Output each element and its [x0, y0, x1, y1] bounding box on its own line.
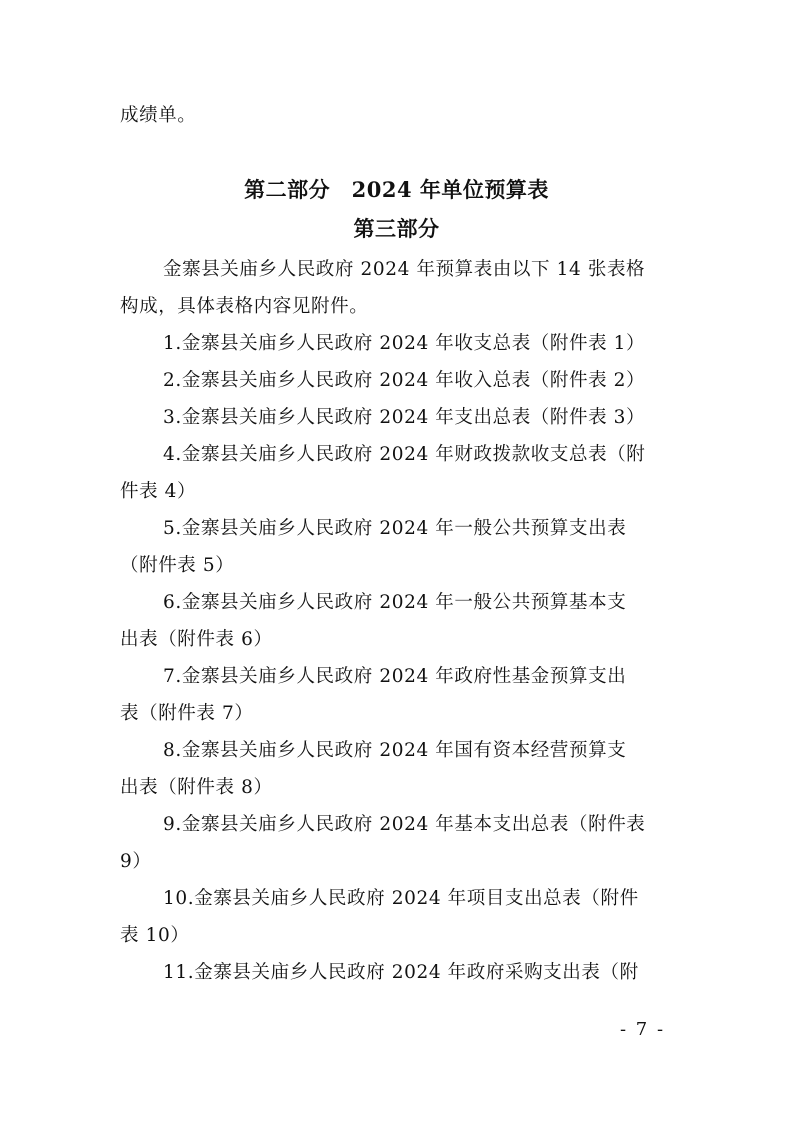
list-item-7-line-1: 7.金寨县关庙乡人民政府 2024 年政府性基金预算支出	[163, 666, 627, 687]
list-item-2: 2.金寨县关庙乡人民政府 2024 年收入总表（附件表 2）	[163, 370, 646, 391]
section-heading-part2: 第二部分 2024 年单位预算表	[244, 177, 549, 202]
list-item-11-line-1: 11.金寨县关庙乡人民政府 2024 年政府采购支出表（附	[163, 962, 639, 983]
intro-line-2: 构成，具体表格内容见附件。	[120, 296, 369, 317]
list-item-9-line-1: 9.金寨县关庙乡人民政府 2024 年基本支出总表（附件表	[163, 814, 646, 835]
list-item-10-line-1: 10.金寨县关庙乡人民政府 2024 年项目支出总表（附件	[163, 888, 639, 909]
list-item-6-line-2: 出表（附件表 6）	[120, 629, 273, 650]
list-item-7-line-2: 表（附件表 7）	[120, 703, 254, 724]
list-item-5-line-1: 5.金寨县关庙乡人民政府 2024 年一般公共预算支出表	[163, 518, 627, 539]
list-item-9-line-2: 9）	[120, 851, 152, 872]
list-item-4-line-2: 件表 4）	[120, 481, 197, 502]
list-item-4-line-1: 4.金寨县关庙乡人民政府 2024 年财政拨款收支总表（附	[163, 444, 646, 465]
continuation-text: 成绩单。	[120, 105, 197, 126]
list-item-8-line-2: 出表（附件表 8）	[120, 777, 273, 798]
section-heading-part3: 第三部分	[353, 216, 440, 241]
intro-line-1: 金寨县关庙乡人民政府 2024 年预算表由以下 14 张表格	[163, 259, 646, 280]
list-item-1: 1.金寨县关庙乡人民政府 2024 年收支总表（附件表 1）	[163, 333, 646, 354]
list-item-5-line-2: （附件表 5）	[120, 555, 235, 576]
list-item-3: 3.金寨县关庙乡人民政府 2024 年支出总表（附件表 3）	[163, 407, 646, 428]
page-number: - 7 -	[620, 1019, 666, 1040]
list-item-6-line-1: 6.金寨县关庙乡人民政府 2024 年一般公共预算基本支	[163, 592, 627, 613]
list-item-10-line-2: 表 10）	[120, 925, 190, 946]
list-item-8-line-1: 8.金寨县关庙乡人民政府 2024 年国有资本经营预算支	[163, 740, 627, 761]
